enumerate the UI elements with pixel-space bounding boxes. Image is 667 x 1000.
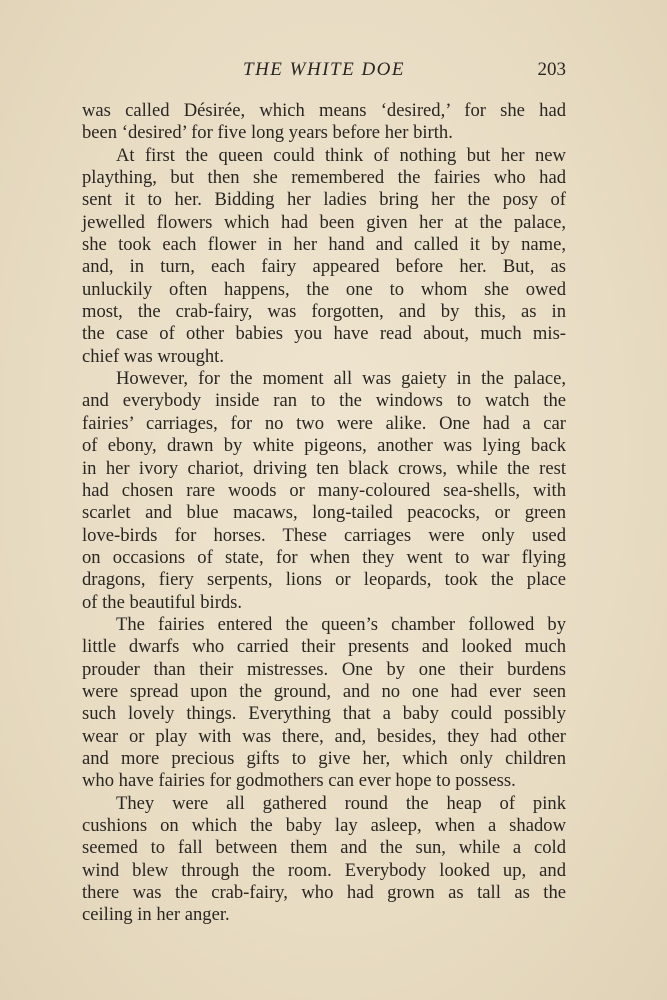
text-line: seemed to fall between them and the sun, while a cold	[82, 837, 566, 859]
page-number: 203	[537, 59, 566, 80]
text-line: the case of other babies you have read about, much mis-	[82, 323, 566, 345]
text-line: wind blew through the room. Everybody looked up, and	[82, 859, 566, 881]
text-line: such lovely things. Everything that a baby could possibly	[82, 703, 566, 725]
text-line: of the beautiful birds.	[82, 591, 243, 613]
text-line: fairies’ carriages, for no two were alike. One had a car	[82, 412, 566, 434]
text-line: dragons, fiery serpents, lions or leopards, took the place	[82, 569, 566, 591]
text-line: ceiling in her anger.	[82, 904, 230, 926]
text-line: wear or play with was there, and, besides, they had other	[82, 725, 566, 747]
text-line: chief was wrought.	[82, 345, 224, 367]
text-line: love-birds for horses. These carriages were only used	[82, 524, 566, 546]
running-title: THE WHITE DOE	[243, 59, 405, 80]
text-line: unluckily often happens, the one to whom she owed	[82, 278, 566, 300]
text-line: been ‘desired’ for five long years before her birth.	[82, 122, 453, 144]
text-line: plaything, but then she remembered the fairies who had	[82, 167, 566, 189]
text-line: The fairies entered the queen’s chamber followed by	[116, 613, 566, 635]
text-line: They were all gathered round the heap of pink	[116, 792, 566, 814]
text-line: cushions on which the baby lay asleep, when a shadow	[82, 815, 566, 836]
text-line: were spread upon the ground, and no one had ever seen	[82, 680, 566, 702]
text-line: most, the crab-fairy, was forgotten, and by this, as in	[82, 301, 566, 323]
text-line: was called Désirée, which means ‘desired,’ for she had	[82, 100, 566, 121]
text-line: However, for the moment all was gaiety in the palace,	[116, 368, 566, 390]
text-line: who have fairies for godmothers can ever hope to possess.	[82, 770, 516, 792]
text-line: little dwarfs who carried their presents and looked much	[82, 636, 566, 658]
text-line: had chosen rare woods or many-coloured sea-shells, with	[82, 479, 566, 501]
text-line: on occasions of state, for when they went to war flying	[82, 546, 566, 568]
text-line: scarlet and blue macaws, long-tailed peacocks, or green	[82, 502, 566, 524]
text-line: and more precious gifts to give her, which only children	[82, 747, 566, 769]
text-line: there was the crab-fairy, who had grown as tall as the	[82, 882, 566, 904]
text-line: and, in turn, each fairy appeared before her. But, as	[82, 256, 566, 278]
text-body	[82, 100, 566, 927]
running-head	[82, 58, 566, 82]
text-line: in her ivory chariot, driving ten black crows, while the rest	[82, 457, 566, 479]
text-line: jewelled flowers which had been given her at the palace,	[82, 211, 566, 233]
text-line: At first the queen could think of nothing but her new	[116, 144, 566, 166]
text-line: sent it to her. Bidding her ladies bring her the posy of	[82, 189, 566, 211]
text-line: prouder than their mistresses. One by one their burdens	[82, 658, 566, 680]
text-line: of ebony, drawn by white pigeons, another was lying back	[82, 435, 566, 457]
text-line: and everybody inside ran to the windows to watch the	[82, 390, 566, 412]
text-line: she took each flower in her hand and called it by name,	[82, 234, 566, 256]
